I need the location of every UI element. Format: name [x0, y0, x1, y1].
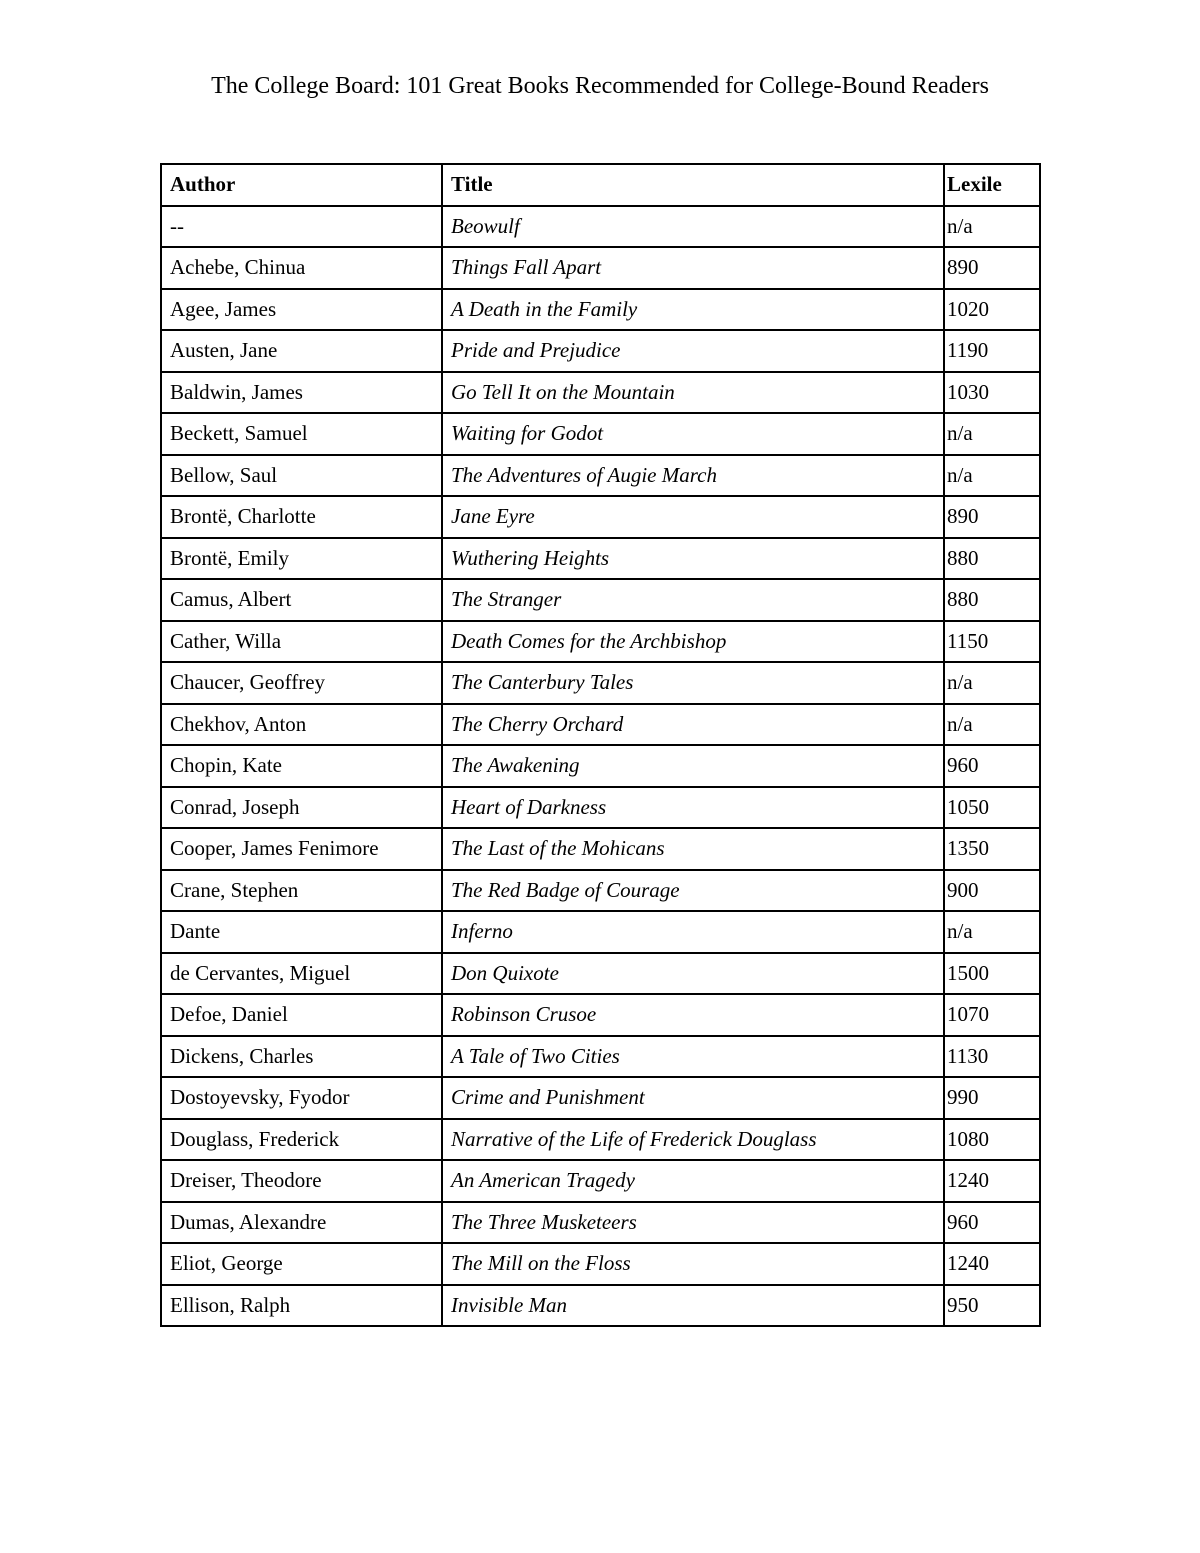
lexile-cell: 900: [944, 870, 1040, 912]
author-column-header: Author: [161, 164, 442, 206]
table-row: [161, 579, 1040, 621]
table-row: [161, 330, 1040, 372]
title-cell: The Red Badge of Courage: [442, 870, 944, 912]
table-row: [161, 413, 1040, 455]
author-cell: Achebe, Chinua: [161, 247, 442, 289]
lexile-cell: 880: [944, 538, 1040, 580]
lexile-cell: n/a: [944, 413, 1040, 455]
table-body: [161, 206, 1040, 1327]
title-cell: Go Tell It on the Mountain: [442, 372, 944, 414]
lexile-cell: 950: [944, 1285, 1040, 1327]
author-cell: Crane, Stephen: [161, 870, 442, 912]
lexile-cell: 1030: [944, 372, 1040, 414]
table-row: [161, 662, 1040, 704]
table-row: [161, 787, 1040, 829]
header-row: [161, 164, 1040, 206]
lexile-cell: 990: [944, 1077, 1040, 1119]
table-row: [161, 828, 1040, 870]
lexile-cell: n/a: [944, 662, 1040, 704]
author-cell: Baldwin, James: [161, 372, 442, 414]
table-row: [161, 1243, 1040, 1285]
author-cell: Chopin, Kate: [161, 745, 442, 787]
lexile-cell: 1350: [944, 828, 1040, 870]
author-cell: Austen, Jane: [161, 330, 442, 372]
author-cell: Douglass, Frederick: [161, 1119, 442, 1161]
table-row: [161, 1202, 1040, 1244]
title-cell: Don Quixote: [442, 953, 944, 995]
author-cell: Cooper, James Fenimore: [161, 828, 442, 870]
title-cell: Robinson Crusoe: [442, 994, 944, 1036]
table-row: [161, 1285, 1040, 1327]
author-cell: Camus, Albert: [161, 579, 442, 621]
title-cell: Jane Eyre: [442, 496, 944, 538]
title-cell: The Cherry Orchard: [442, 704, 944, 746]
lexile-cell: 1070: [944, 994, 1040, 1036]
table-row: [161, 538, 1040, 580]
author-cell: Defoe, Daniel: [161, 994, 442, 1036]
title-cell: Death Comes for the Archbishop: [442, 621, 944, 663]
title-cell: Pride and Prejudice: [442, 330, 944, 372]
table-row: [161, 621, 1040, 663]
lexile-cell: n/a: [944, 704, 1040, 746]
table-row: [161, 1036, 1040, 1078]
table-row: [161, 745, 1040, 787]
lexile-cell: 1500: [944, 953, 1040, 995]
author-cell: Dante: [161, 911, 442, 953]
lexile-cell: n/a: [944, 455, 1040, 497]
title-cell: Beowulf: [442, 206, 944, 248]
title-cell: The Adventures of Augie March: [442, 455, 944, 497]
title-cell: A Tale of Two Cities: [442, 1036, 944, 1078]
table-row: [161, 372, 1040, 414]
lexile-cell: 880: [944, 579, 1040, 621]
table-row: [161, 247, 1040, 289]
lexile-cell: 1240: [944, 1243, 1040, 1285]
table-row: [161, 455, 1040, 497]
author-cell: Dickens, Charles: [161, 1036, 442, 1078]
author-cell: de Cervantes, Miguel: [161, 953, 442, 995]
title-cell: Inferno: [442, 911, 944, 953]
lexile-cell: 960: [944, 745, 1040, 787]
table-row: [161, 1119, 1040, 1161]
page-title: The College Board: 101 Great Books Recommended for College-Bound Readers: [211, 73, 989, 99]
author-cell: Eliot, George: [161, 1243, 442, 1285]
table-header: [161, 164, 1040, 206]
lexile-cell: 1240: [944, 1160, 1040, 1202]
title-cell: The Last of the Mohicans: [442, 828, 944, 870]
table-row: [161, 206, 1040, 248]
author-cell: Beckett, Samuel: [161, 413, 442, 455]
lexile-cell: 1080: [944, 1119, 1040, 1161]
author-cell: Chaucer, Geoffrey: [161, 662, 442, 704]
table-row: [161, 1077, 1040, 1119]
author-cell: Brontë, Charlotte: [161, 496, 442, 538]
title-cell: The Awakening: [442, 745, 944, 787]
title-cell: Wuthering Heights: [442, 538, 944, 580]
lexile-cell: 960: [944, 1202, 1040, 1244]
books-table: [160, 163, 1041, 1327]
lexile-cell: 1150: [944, 621, 1040, 663]
title-cell: Things Fall Apart: [442, 247, 944, 289]
lexile-cell: 1190: [944, 330, 1040, 372]
title-cell: Waiting for Godot: [442, 413, 944, 455]
table-row: [161, 911, 1040, 953]
title-cell: Narrative of the Life of Frederick Douglass: [442, 1119, 944, 1161]
table-row: [161, 953, 1040, 995]
author-cell: --: [161, 206, 442, 248]
lexile-column-header: Lexile: [944, 164, 1040, 206]
title-column-header: Title: [442, 164, 944, 206]
title-cell: Heart of Darkness: [442, 787, 944, 829]
lexile-cell: 1020: [944, 289, 1040, 331]
lexile-cell: 890: [944, 247, 1040, 289]
lexile-cell: n/a: [944, 206, 1040, 248]
title-cell: A Death in the Family: [442, 289, 944, 331]
author-cell: Dumas, Alexandre: [161, 1202, 442, 1244]
title-cell: The Three Musketeers: [442, 1202, 944, 1244]
title-cell: The Mill on the Floss: [442, 1243, 944, 1285]
table-row: [161, 289, 1040, 331]
table-row: [161, 496, 1040, 538]
table-row: [161, 1160, 1040, 1202]
author-cell: Dreiser, Theodore: [161, 1160, 442, 1202]
title-cell: Invisible Man: [442, 1285, 944, 1327]
title-cell: The Canterbury Tales: [442, 662, 944, 704]
author-cell: Brontë, Emily: [161, 538, 442, 580]
author-cell: Cather, Willa: [161, 621, 442, 663]
author-cell: Conrad, Joseph: [161, 787, 442, 829]
title-cell: The Stranger: [442, 579, 944, 621]
lexile-cell: 890: [944, 496, 1040, 538]
author-cell: Chekhov, Anton: [161, 704, 442, 746]
author-cell: Dostoyevsky, Fyodor: [161, 1077, 442, 1119]
title-cell: Crime and Punishment: [442, 1077, 944, 1119]
author-cell: Bellow, Saul: [161, 455, 442, 497]
title-cell: An American Tragedy: [442, 1160, 944, 1202]
author-cell: Ellison, Ralph: [161, 1285, 442, 1327]
table-row: [161, 994, 1040, 1036]
lexile-cell: 1050: [944, 787, 1040, 829]
table-row: [161, 704, 1040, 746]
lexile-cell: 1130: [944, 1036, 1040, 1078]
table-row: [161, 870, 1040, 912]
author-cell: Agee, James: [161, 289, 442, 331]
lexile-cell: n/a: [944, 911, 1040, 953]
